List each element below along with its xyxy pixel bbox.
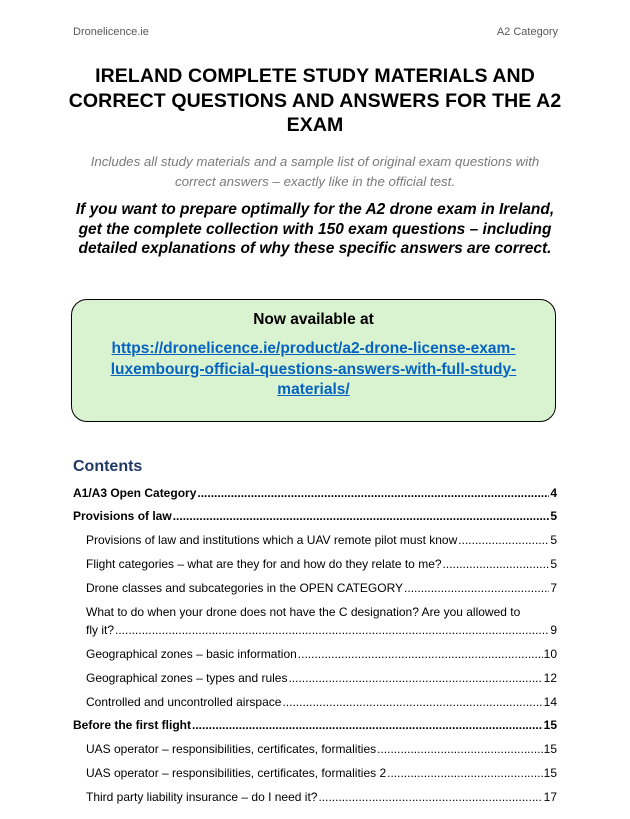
toc-entry-text: Geographical zones – types and rules <box>86 671 288 685</box>
toc-entry-text: UAS operator – responsibilities, certificates, formalities 2 <box>86 766 387 780</box>
toc-entry[interactable] <box>73 507 557 525</box>
toc-entry-text: Geographical zones – basic information <box>86 647 297 661</box>
table-of-contents <box>73 479 557 806</box>
toc-entry-text: Flight categories – what are they for and how do they relate to me? <box>86 557 442 571</box>
toc-entry-page: 14 <box>543 695 557 709</box>
toc-entry-page: 9 <box>550 623 557 637</box>
toc-entry-text: UAS operator – responsibilities, certificates, formalities <box>86 742 377 756</box>
toc-entry[interactable] <box>73 764 557 782</box>
toc-leader <box>197 484 549 502</box>
toc-leader <box>458 531 549 549</box>
toc-entry[interactable] <box>73 716 557 734</box>
toc-entry-text: Provisions of law <box>73 509 172 523</box>
availability-callout <box>71 299 556 422</box>
toc-leader <box>298 645 543 663</box>
toc-entry-text: Drone classes and subcategories in the OPEN CATEGORY <box>86 581 404 595</box>
toc-entry[interactable] <box>73 484 557 502</box>
toc-entry-page: 10 <box>543 647 557 661</box>
toc-entry-text: Controlled and uncontrolled airspace <box>86 695 282 709</box>
page-header <box>73 26 558 42</box>
toc-entry-text: What to do when your drone does not have the C designation? Are you allowed to <box>86 605 521 619</box>
toc-entry[interactable] <box>73 555 557 573</box>
toc-entry[interactable] <box>73 693 557 711</box>
toc-leader <box>288 669 542 687</box>
toc-entry[interactable] <box>73 531 557 549</box>
product-link[interactable]: https://dronelicence.ie/product/a2-drone-license-exam-luxembourg-official-questions-answers-with-full-study-materials/ <box>110 340 517 398</box>
toc-leader <box>387 764 543 782</box>
toc-entry-page: 7 <box>550 581 557 595</box>
toc-leader <box>443 555 550 573</box>
toc-leader <box>173 507 550 525</box>
toc-leader <box>192 716 543 734</box>
toc-entry[interactable] <box>73 740 557 758</box>
toc-entry-page: 15 <box>543 742 557 756</box>
toc-entry-text: Third party liability insurance – do I need it? <box>86 790 318 804</box>
toc-entry-page: 4 <box>550 486 557 500</box>
toc-entry[interactable] <box>73 579 557 597</box>
toc-entry[interactable] <box>73 603 557 639</box>
promo-text: If you want to prepare optimally for the A2 drone exam in Ireland, get the complete collection with 150 exam questions – including detailed explanations of why these specific answers are correct. <box>75 201 555 257</box>
toc-entry-text: Before the first flight <box>73 718 192 732</box>
toc-entry-page: 5 <box>550 557 557 571</box>
toc-entry-page: 5 <box>550 533 557 547</box>
toc-entry[interactable] <box>73 669 557 687</box>
contents-heading: Contents <box>73 458 143 475</box>
document-title: IRELAND COMPLETE STUDY MATERIALS AND CORRECT QUESTIONS AND ANSWERS FOR THE A2 EXAM <box>68 65 562 136</box>
header-category: A2 Category <box>496 26 558 38</box>
toc-entry-page: 5 <box>550 509 557 523</box>
toc-entry-text-continued: fly it? <box>86 623 115 637</box>
toc-leader <box>318 788 542 806</box>
toc-entry[interactable] <box>73 788 557 806</box>
toc-entry-page: 12 <box>543 671 557 685</box>
toc-leader <box>377 740 543 758</box>
document-subtitle: Includes all study materials and a sample list of original exam questions with correct answers – exactly like in the official test. <box>90 154 540 189</box>
callout-heading: Now available at <box>253 311 374 328</box>
toc-entry-text: A1/A3 Open Category <box>73 486 197 500</box>
toc-leader <box>404 579 549 597</box>
toc-entry-text: Provisions of law and institutions which a UAV remote pilot must know <box>86 533 458 547</box>
toc-leader <box>115 621 549 639</box>
toc-entry-page: 15 <box>543 718 557 732</box>
header-site-name: Dronelicence.ie <box>73 26 149 38</box>
toc-entry-page: 17 <box>543 790 557 804</box>
toc-entry[interactable] <box>73 645 557 663</box>
toc-leader <box>282 693 542 711</box>
toc-entry-page: 15 <box>543 766 557 780</box>
